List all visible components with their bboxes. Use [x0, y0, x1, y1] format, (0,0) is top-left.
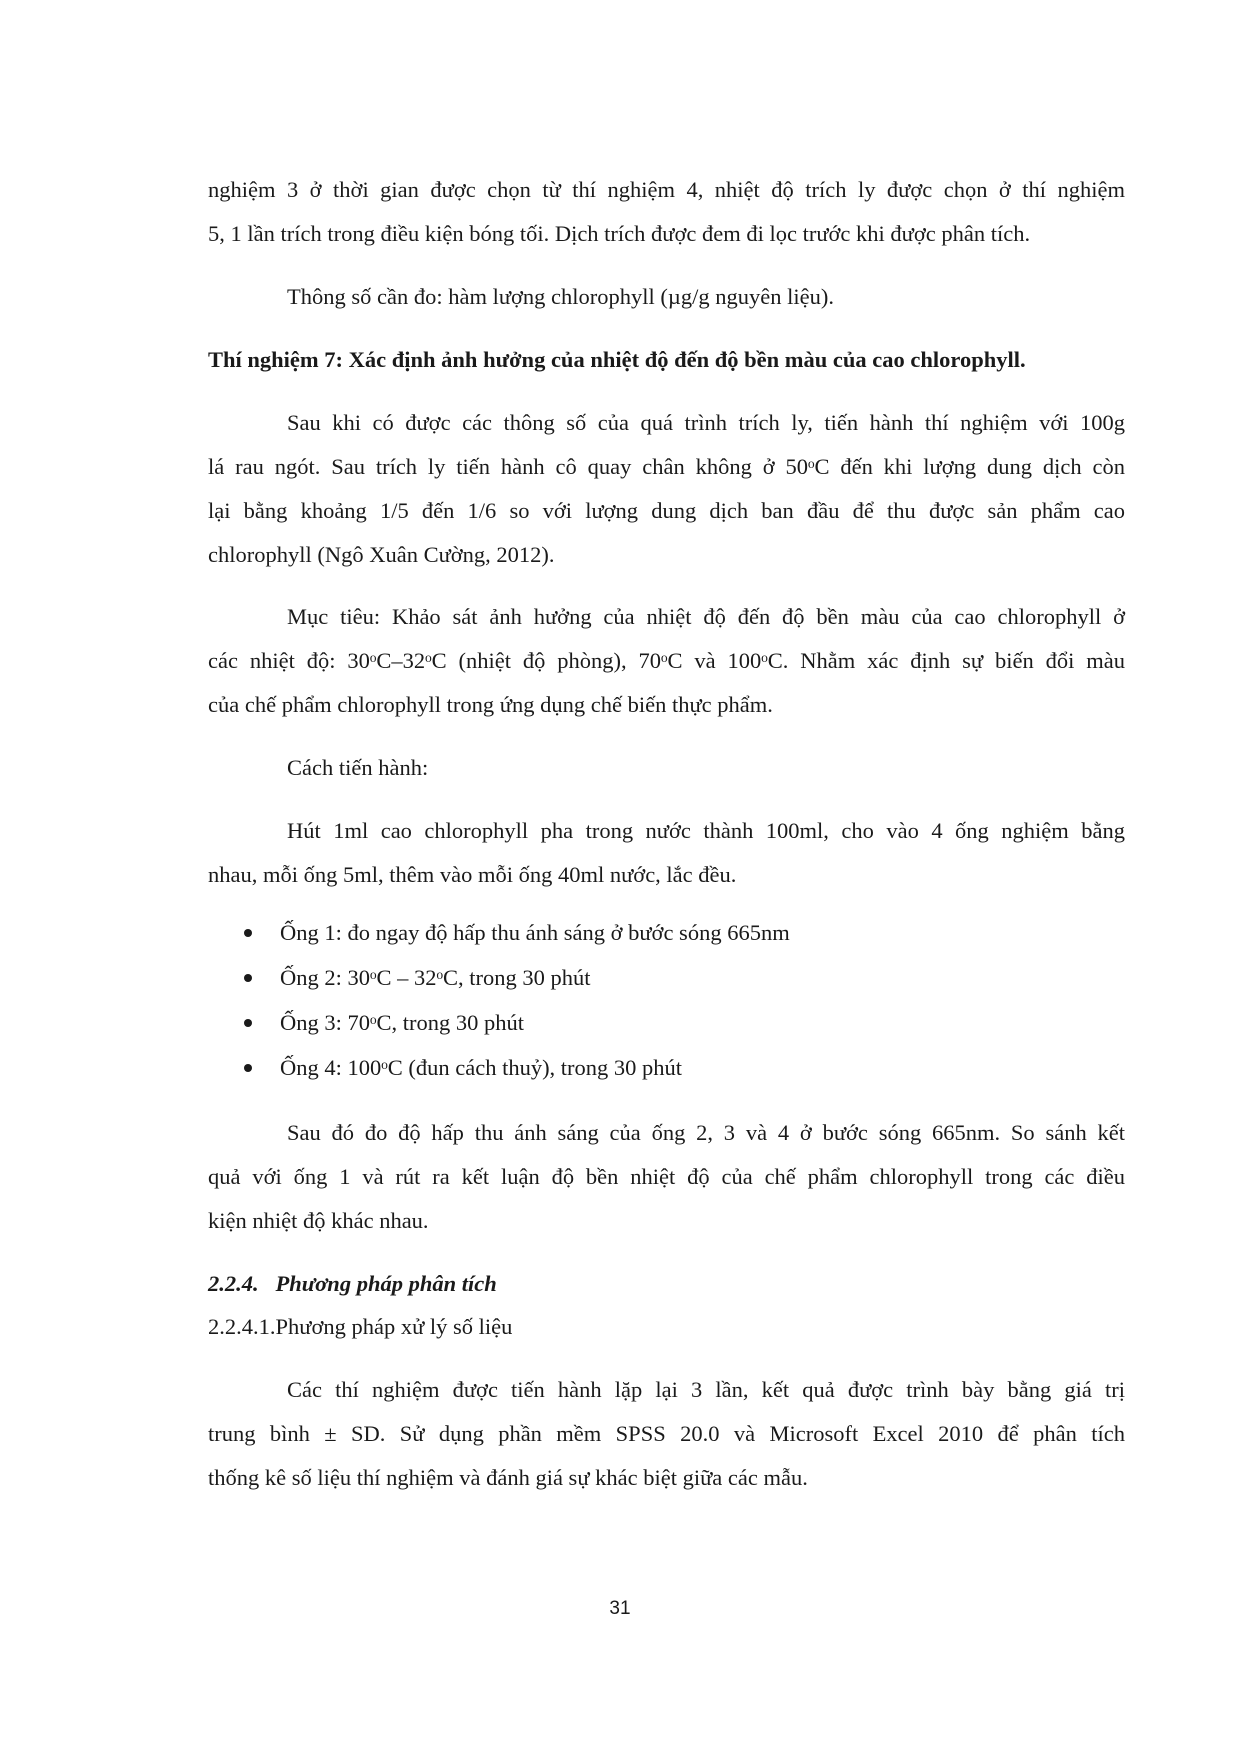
paragraph-line: Các thí nghiệm được tiến hành lặp lại 3 lần, kết quả được trình bày bằng giá trị [287, 1377, 1125, 1402]
paragraph-line: lá rau ngót. Sau trích ly tiến hành cô quay chân không ở 50ᵒC đến khi lượng dung dịch còn [208, 454, 1125, 479]
paragraph-line: trung bình ± SD. Sử dụng phần mềm SPSS 20.0 và Microsoft Excel 2010 để phân tích [208, 1421, 1125, 1446]
paragraph-line: Mục tiêu: Khảo sát ảnh hưởng của nhiệt độ đến độ bền màu của cao chlorophyll ở [287, 604, 1125, 629]
bullet-item: Ống 3: 70ᵒC, trong 30 phút [280, 1010, 524, 1035]
bullet-item: Ống 2: 30ᵒC – 32ᵒC, trong 30 phút [280, 965, 591, 990]
experiment-7-heading: Thí nghiệm 7: Xác định ảnh hưởng của nhiệt độ đến độ bền màu của cao chlorophyll. [208, 347, 1026, 372]
bullet-icon [244, 1019, 252, 1027]
paragraph-line: thống kê số liệu thí nghiệm và đánh giá sự khác biệt giữa các mẫu. [208, 1465, 808, 1490]
paragraph: Thông số cần đo: hàm lượng chlorophyll (µg/g nguyên liệu). [287, 284, 834, 309]
paragraph-line: nhau, mỗi ống 5ml, thêm vào mỗi ống 40ml nước, lắc đều. [208, 862, 737, 887]
paragraph-line: lại bằng khoảng 1/5 đến 1/6 so với lượng dung dịch ban đầu để thu được sản phẩm cao [208, 498, 1125, 523]
paragraph-line: nghiệm 3 ở thời gian được chọn từ thí nghiệm 4, nhiệt độ trích ly được chọn ở thí nghiệm [208, 177, 1125, 202]
paragraph-line: Sau khi có được các thông số của quá trình trích ly, tiến hành thí nghiệm với 100g [287, 410, 1125, 435]
section-heading: 2.2.4. Phương pháp phân tích [208, 1271, 497, 1296]
paragraph-line: chlorophyll (Ngô Xuân Cường, 2012). [208, 542, 555, 567]
paragraph-line: quả với ống 1 và rút ra kết luận độ bền nhiệt độ của chế phẩm chlorophyll trong các điều [208, 1164, 1125, 1189]
bullet-item: Ống 4: 100ᵒC (đun cách thuỷ), trong 30 phút [280, 1055, 683, 1080]
paragraph-line: 5, 1 lần trích trong điều kiện bóng tối. Dịch trích được đem đi lọc trước khi được phân tích. [208, 221, 1031, 246]
bullet-icon [244, 1064, 252, 1072]
paragraph-line: kiện nhiệt độ khác nhau. [208, 1208, 429, 1233]
bullet-icon [244, 974, 252, 982]
paragraph-line: Sau đó đo độ hấp thu ánh sáng của ống 2, 3 và 4 ở bước sóng 665nm. So sánh kết [287, 1120, 1125, 1145]
page-number: 31 [609, 1598, 631, 1619]
bullet-icon [244, 929, 252, 937]
paragraph: Cách tiến hành: [287, 755, 429, 780]
bullet-item: Ống 1: đo ngay độ hấp thu ánh sáng ở bước sóng 665nm [280, 920, 790, 945]
paragraph-line: các nhiệt độ: 30ᵒC–32ᵒC (nhiệt độ phòng), 70ᵒC và 100ᵒC. Nhằm xác định sự biến đổi màu [208, 648, 1125, 673]
paragraph-line: Hút 1ml cao chlorophyll pha trong nước thành 100ml, cho vào 4 ống nghiệm bằng [287, 818, 1125, 843]
paragraph-line: của chế phẩm chlorophyll trong ứng dụng chế biến thực phẩm. [208, 692, 773, 717]
subsection-heading: 2.2.4.1.Phương pháp xử lý số liệu [208, 1314, 513, 1339]
